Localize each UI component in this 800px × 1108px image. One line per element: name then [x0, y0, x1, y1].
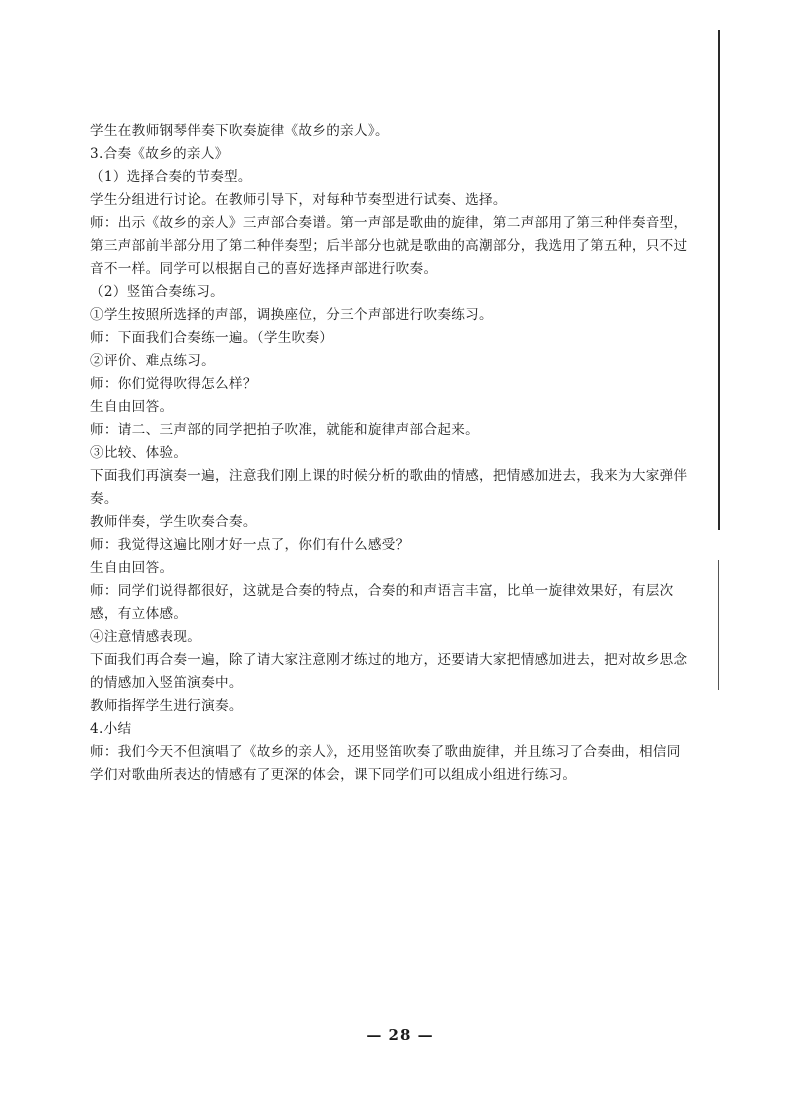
paragraph-7: 师：你们觉得吹得怎么样？: [90, 376, 257, 392]
section-heading-3: 3.合奏《故乡的亲人》: [90, 146, 229, 162]
paragraph-10: ③比较、体验。: [90, 445, 188, 461]
paragraph-2: 学生分组进行讨论。在教师引导下，对每种节奏型进行试奏、选择。: [90, 192, 507, 208]
subheading-1: （1）选择合奏的节奏型。: [90, 169, 252, 185]
binding-edge-line-lower: [718, 560, 719, 690]
paragraph-15: 师：同学们说得都很好，这就是合奏的特点，合奏的和声语言丰富，比单一旋律效果好，有层次感，有立体感。: [90, 583, 674, 622]
paragraph-9: 师：请二、三声部的同学把拍子吹准，就能和旋律声部合起来。: [90, 422, 480, 438]
paragraph-11: 下面我们再演奏一遍，注意我们刚上课的时候分析的歌曲的情感，把情感加进去，我来为大家弹伴奏。: [90, 468, 688, 507]
paragraph-3: 师：出示《故乡的亲人》三声部合奏谱。第一声部是歌曲的旋律，第二声部用了第三种伴奏音型，第三声部前半部分用了第二种伴奏型；后半部分也就是歌曲的高潮部分，我选用了第五种，只不过音不一样。同学可以根据自己的喜好选择声部进行吹奏。: [90, 215, 688, 277]
paragraph-8: 生自由回答。: [90, 399, 174, 415]
paragraph-5: 师：下面我们合奏练一遍。（学生吹奏）: [90, 330, 334, 346]
section-heading-4: 4.小结: [90, 721, 132, 737]
paragraph-19: 师：我们今天不但演唱了《故乡的亲人》，还用竖笛吹奏了歌曲旋律，并且练习了合奏曲，相信同学们对歌曲所表达的情感有了更深的体会，课下同学们可以组成小组进行练习。: [90, 744, 681, 783]
page-number: — 28 —: [366, 1026, 434, 1044]
paragraph-6: ②评价、难点练习。: [90, 353, 216, 369]
paragraph-17: 下面我们再合奏一遍，除了请大家注意刚才练过的地方，还要请大家把情感加进去，把对故乡思念的情感加入竖笛演奏中。: [90, 652, 688, 691]
binding-edge-line: [718, 30, 720, 530]
paragraph-13: 师：我觉得这遍比刚才好一点了，你们有什么感受？: [90, 537, 410, 553]
paragraph-1: 学生在教师钢琴伴奏下吹奏旋律《故乡的亲人》。: [90, 123, 389, 139]
paragraph-14: 生自由回答。: [90, 560, 174, 576]
subheading-2: （2）竖笛合奏练习。: [90, 284, 224, 300]
paragraph-12: 教师伴奏，学生吹奏合奏。: [90, 514, 257, 530]
paragraph-16: ④注意情感表现。: [90, 629, 202, 645]
body-text: [90, 120, 690, 787]
paragraph-18: 教师指挥学生进行演奏。: [90, 698, 243, 714]
paragraph-4: ①学生按照所选择的声部，调换座位，分三个声部进行吹奏练习。: [90, 307, 493, 323]
